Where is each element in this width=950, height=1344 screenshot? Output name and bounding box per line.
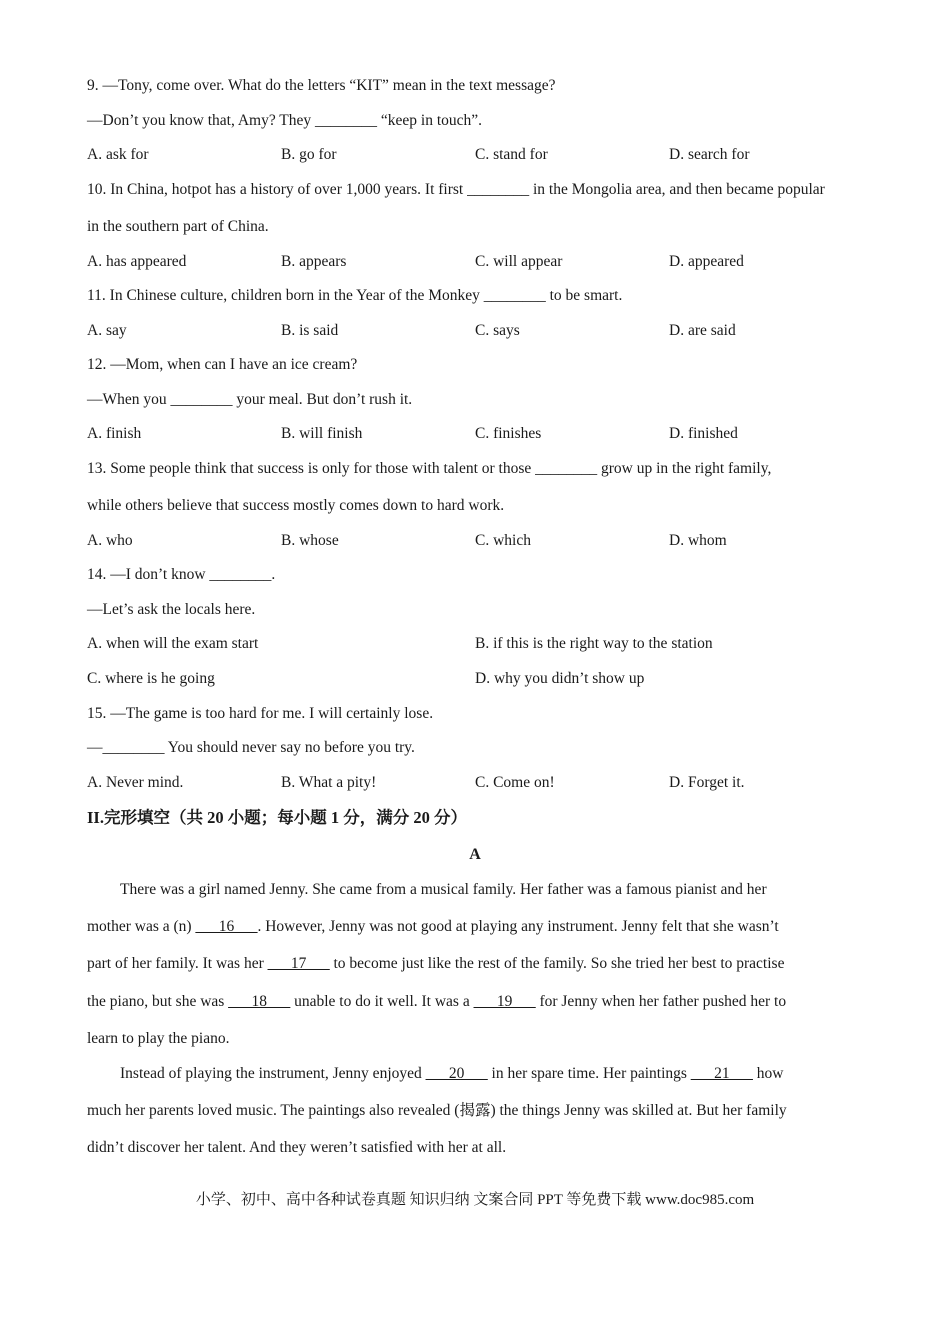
question-10-stem: 10. In China, hotpot has a history of over 1,000 years. It first ________ in the Mongolia area, and then became popular: [87, 181, 825, 198]
question-13-stem: 13. Some people think that success is only for those with talent or those ________ grow up in the right family,: [87, 460, 772, 477]
question-15-option-a: A. Never mind.: [87, 774, 184, 791]
question-9-option-b: B. go for: [281, 146, 337, 163]
question-12-option-b: B. will finish: [281, 425, 363, 442]
question-14-stem: 14. —I don’t know ________.: [87, 566, 276, 583]
blank-20: ___20___: [425, 1065, 488, 1082]
question-15-option-d: D. Forget it.: [669, 774, 745, 791]
question-10-option-a: A. has appeared: [87, 253, 187, 270]
question-12-option-d: D. finished: [669, 425, 738, 442]
paragraph-2-line-3: didn’t discover her talent. And they weren’t satisfied with her at all.: [87, 1139, 507, 1156]
blank-21: ___21___: [690, 1065, 753, 1082]
question-9-reply: —Don’t you know that, Amy? They ________ “keep in touch”.: [87, 112, 483, 129]
question-10-option-c: C. will appear: [475, 253, 563, 270]
blank-18: ___18___: [228, 993, 291, 1010]
question-12-option-c: C. finishes: [475, 425, 542, 442]
paragraph-1-line-3: part of her family. It was her ___17___ to become just like the rest of the family. So she tried her best to practise: [87, 955, 785, 972]
question-15-option-c: C. Come on!: [475, 774, 555, 791]
question-12-option-a: A. finish: [87, 425, 142, 442]
question-13-option-c: C. which: [475, 532, 531, 549]
question-9-option-d: D. search for: [669, 146, 750, 163]
question-15-stem: 15. —The game is too hard for me. I will certainly lose.: [87, 705, 434, 722]
paragraph-2-line-2: much her parents loved music. The paintings also revealed (揭露) the things Jenny was skilled at. But her family: [87, 1102, 787, 1119]
question-13-option-d: D. whom: [669, 532, 727, 549]
passage-label: A: [469, 846, 481, 863]
question-10-option-b: B. appears: [281, 253, 347, 270]
blank-19: ___19___: [473, 993, 536, 1010]
question-15-option-b: B. What a pity!: [281, 774, 377, 791]
question-14-option-b: B. if this is the right way to the station: [475, 635, 713, 652]
blank-17: ___17___: [267, 955, 330, 972]
question-9-stem: 9. —Tony, come over. What do the letters “KIT” mean in the text message?: [87, 77, 556, 94]
page-footer: 小学、初中、高中各种试卷真题 知识归纳 文案合同 PPT 等免费下载 www.doc985.com: [195, 1192, 755, 1208]
question-11-option-c: C. says: [475, 322, 520, 339]
question-12-reply: —When you ________ your meal. But don’t rush it.: [87, 391, 413, 408]
question-14-option-a: A. when will the exam start: [87, 635, 259, 652]
question-11-option-a: A. say: [87, 322, 127, 339]
question-10-option-d: D. appeared: [669, 253, 744, 270]
paragraph-2-line-1: Instead of playing the instrument, Jenny enjoyed ___20___ in her spare time. Her paintings ___21___ how: [120, 1065, 784, 1082]
question-14-option-d: D. why you didn’t show up: [475, 670, 645, 687]
paragraph-1-line-1: There was a girl named Jenny. She came from a musical family. Her father was a famous pianist and her: [120, 881, 767, 898]
paragraph-1-line-4: the piano, but she was ___18___ unable to do it well. It was a ___19___ for Jenny when her father pushed her to: [87, 993, 787, 1010]
question-11-stem: 11. In Chinese culture, children born in the Year of the Monkey ________ to be smart.: [87, 287, 623, 304]
question-11-option-b: B. is said: [281, 322, 339, 339]
question-9-option-a: A. ask for: [87, 146, 149, 163]
paragraph-1-line-2: mother was a (n) ___16___. However, Jenny was not good at playing any instrument. Jenny felt that she wasn’t: [87, 918, 779, 935]
question-13-stem-cont: while others believe that success mostly comes down to hard work.: [87, 497, 505, 514]
blank-16: ___16___: [195, 918, 258, 935]
question-15-reply: —________ You should never say no before you try.: [87, 739, 415, 756]
question-13-option-a: A. who: [87, 532, 133, 549]
question-12-stem: 12. —Mom, when can I have an ice cream?: [87, 356, 358, 373]
question-11-option-d: D. are said: [669, 322, 736, 339]
question-9-option-c: C. stand for: [475, 146, 548, 163]
question-14-reply: —Let’s ask the locals here.: [87, 601, 256, 618]
section-heading: II.完形填空（共 20 小题；每小题 1 分，满分 20 分）: [87, 808, 467, 827]
paragraph-1-line-5: learn to play the piano.: [87, 1030, 230, 1047]
question-14-option-c: C. where is he going: [87, 670, 215, 687]
question-10-stem-cont: in the southern part of China.: [87, 218, 269, 235]
question-13-option-b: B. whose: [281, 532, 339, 549]
